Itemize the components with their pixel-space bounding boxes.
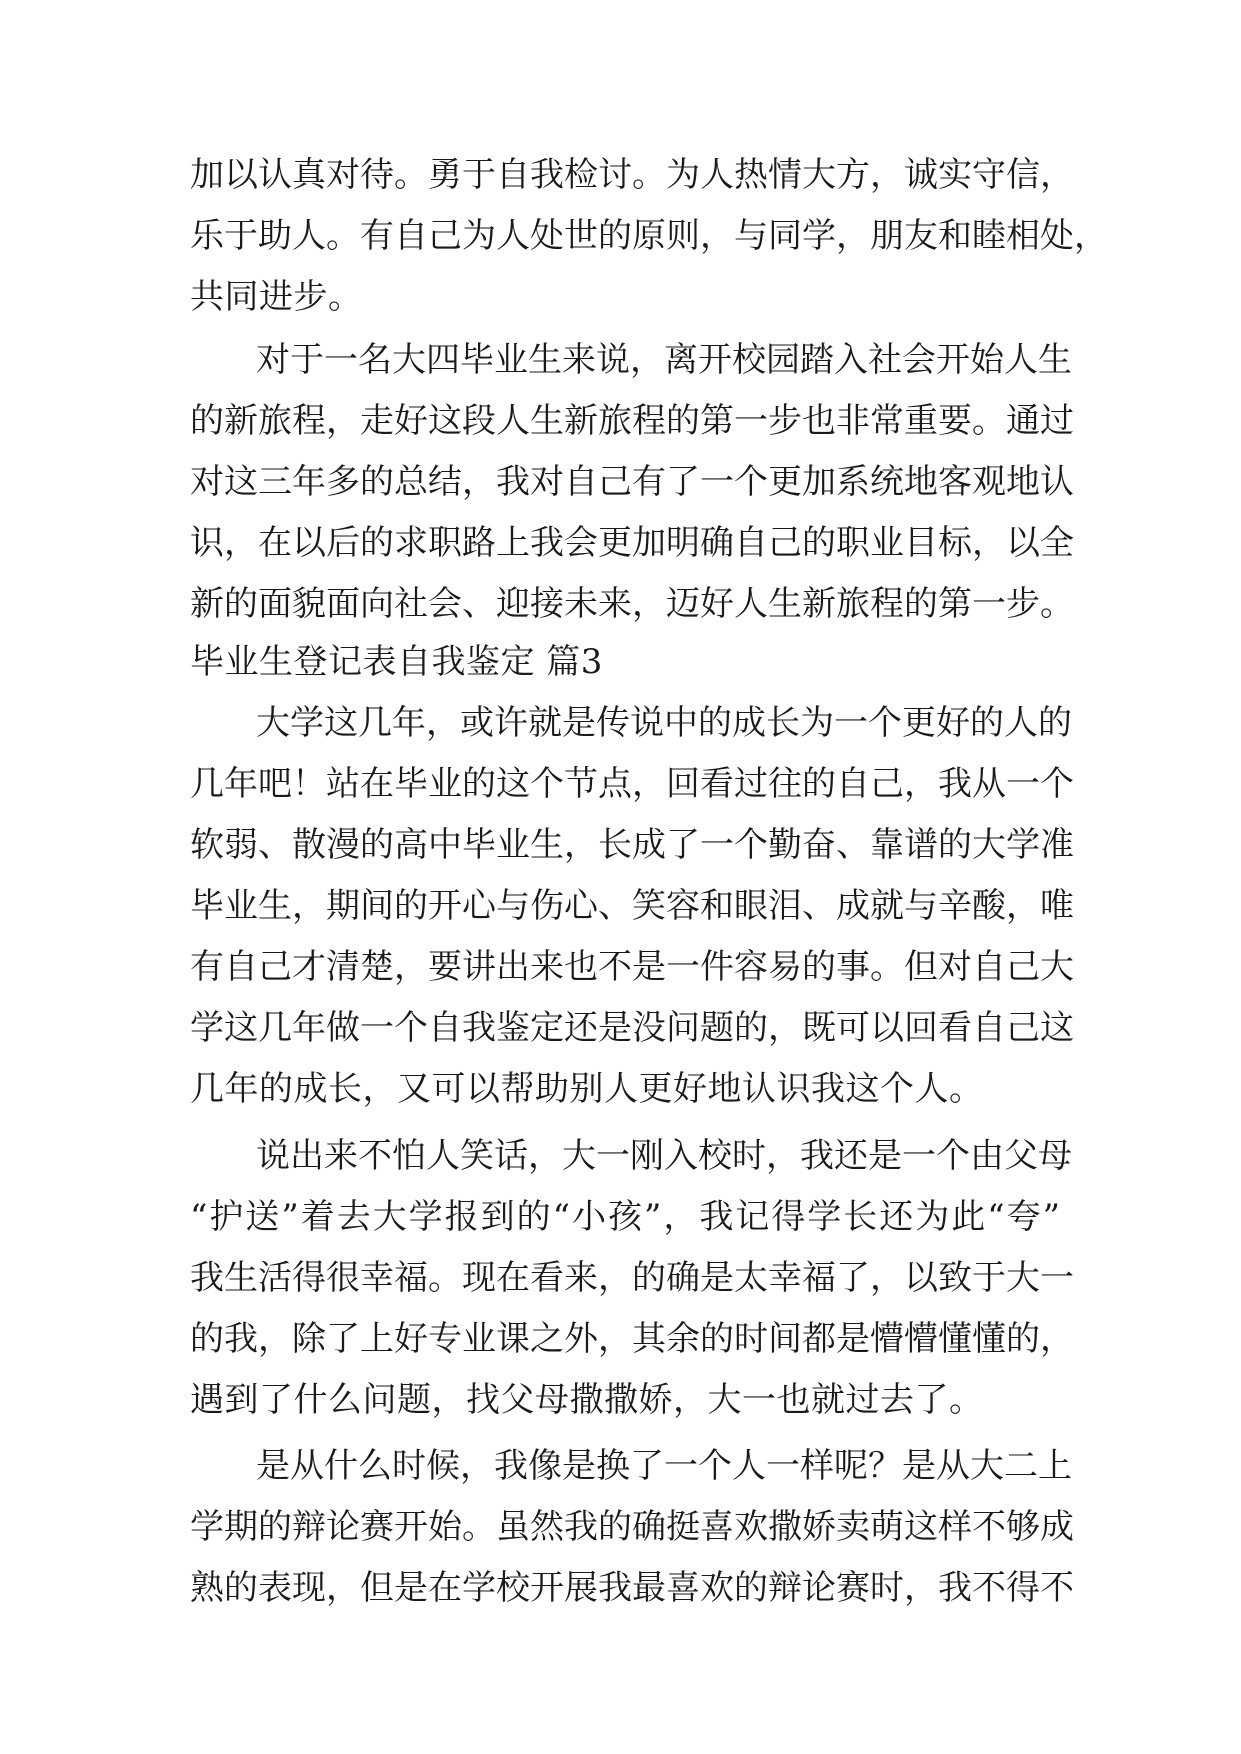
text-line: 遇到了什么问题，找父母撒撒娇，大一也就过去了。 xyxy=(190,1380,984,1420)
text-line: 我生活得很幸福。现在看来，的确是太幸福了，以致于大一 xyxy=(190,1258,1074,1298)
text-line: 对这三年多的总结，我对自己有了一个更加系统地客观地认 xyxy=(190,462,1074,502)
text-line: 几年吧！站在毕业的这个节点，回看过往的自己，我从一个 xyxy=(190,764,1074,804)
text-line: 熟的表现，但是在学校开展我最喜欢的辩论赛时，我不得不 xyxy=(190,1568,1074,1608)
paragraph-first-line: 对于一名大四毕业生来说，离开校园踏入社会开始人生 xyxy=(256,340,1072,380)
text-line: 毕业生，期间的开心与伤心、笑容和眼泪、成就与辛酸，唯 xyxy=(190,886,1074,926)
paragraph-first-line: 说出来不怕人笑话，大一刚入校时，我还是一个由父母 xyxy=(256,1136,1072,1176)
text-line: 有自己才清楚，要讲出来也不是一件容易的事。但对自己大 xyxy=(190,947,1074,987)
paragraph-first-line: 是从什么时候，我像是换了一个人一样呢？是从大二上 xyxy=(256,1446,1072,1486)
text-line: 软弱、散漫的高中毕业生，长成了一个勤奋、靠谱的大学准 xyxy=(190,825,1074,865)
paragraph-first-line: 大学这几年，或许就是传说中的成长为一个更好的人的 xyxy=(256,703,1072,743)
text-line: 几年的成长，又可以帮助别人更好地认识我这个人。 xyxy=(190,1069,984,1109)
section-heading: 毕业生登记表自我鉴定 篇3 xyxy=(190,642,603,682)
text-line: 乐于助人。有自己为人处世的原则，与同学，朋友和睦相处， xyxy=(190,216,1108,256)
text-line: 的我，除了上好专业课之外，其余的时间都是懵懵懂懂的， xyxy=(190,1319,1074,1359)
text-line: 共同进步。 xyxy=(190,277,363,317)
text-line: 加以认真对待。勇于自我检讨。为人热情大方，诚实守信， xyxy=(190,155,1074,195)
text-line: “护送”着去大学报到的“小孩”，我记得学长还为此“夸” xyxy=(190,1197,1060,1237)
text-line: 识，在以后的求职路上我会更加明确自己的职业目标，以全 xyxy=(190,523,1074,563)
text-line: 学这几年做一个自我鉴定还是没问题的，既可以回看自己这 xyxy=(190,1008,1074,1048)
text-line: 新的面貌面向社会、迎接未来，迈好人生新旅程的第一步。 xyxy=(190,584,1074,624)
text-line: 的新旅程，走好这段人生新旅程的第一步也非常重要。通过 xyxy=(190,401,1074,441)
text-line: 学期的辩论赛开始。虽然我的确挺喜欢撒娇卖萌这样不够成 xyxy=(190,1507,1074,1547)
